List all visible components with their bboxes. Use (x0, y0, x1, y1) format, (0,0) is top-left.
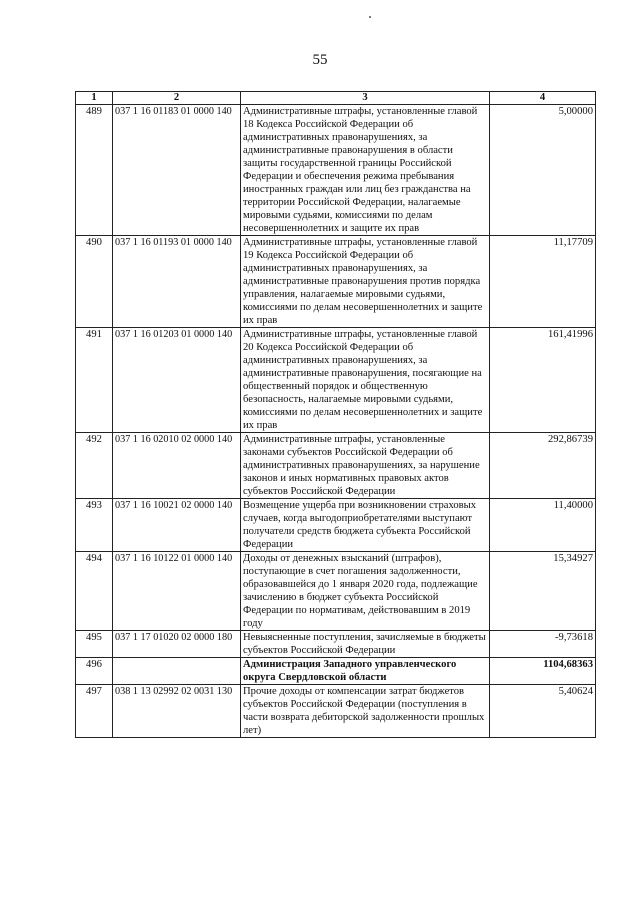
table-row (76, 658, 596, 685)
table-row (76, 433, 596, 499)
header-col-1: 1 (76, 92, 113, 105)
amount: 15,34927 (490, 552, 596, 631)
table-row (76, 105, 596, 236)
page-number: 55 (312, 52, 328, 68)
header-col-2: 2 (113, 92, 241, 105)
row-number: 497 (76, 685, 113, 738)
amount: 11,17709 (490, 236, 596, 328)
table-row (76, 685, 596, 738)
income-name: Администрация Западного управленческого округа Свердловской области (241, 658, 490, 685)
income-name: Невыясненные поступления, зачисляемые в бюджеты субъектов Российской Федерации (241, 631, 490, 658)
income-name: Административные штрафы, установленные главой 19 Кодекса Российской Федерации об административных правонарушениях, за административные правонарушения против порядка управления, налагаемые мировыми судьями, комиссиями по делам несовершеннолетних и защите их прав (241, 236, 490, 328)
budget-classification-code: 037 1 16 10122 01 0000 140 (113, 552, 241, 631)
income-name: Возмещение ущерба при возникновении страховых случаев, когда выгодоприобретателями выступают получатели средств бюджета субъекта Российской Федерации (241, 499, 490, 552)
table-row (76, 552, 596, 631)
budget-classification-code: 037 1 16 01183 01 0000 140 (113, 105, 241, 236)
income-name: Административные штрафы, установленные главой 20 Кодекса Российской Федерации об административных правонарушениях, за административные правонарушения, посягающие на общественный порядок и общественную безопасность, налагаемые мировыми судьями, комиссиями по делам несовершеннолетних и защите их прав (241, 328, 490, 433)
income-name: Административные штрафы, установленные главой 18 Кодекса Российской Федерации об административных правонарушениях, за административные правонарушения в области защиты государственной границы Российской Федерации и обеспечения режима пребывания иностранных граждан или лиц без гражданства на территории Российской Федерации, налагаемые мировыми судьями, комиссиями по делам несовершеннолетних и защите их прав (241, 105, 490, 236)
amount: 5,00000 (490, 105, 596, 236)
income-name: Административные штрафы, установленные законами субъектов Российской Федерации об административных правонарушениях, за нарушение законов и иных нормативных правовых актов субъектов Российской Федерации (241, 433, 490, 499)
amount: 1104,68363 (490, 658, 596, 685)
row-number: 490 (76, 236, 113, 328)
budget-income-table (75, 91, 596, 738)
amount: 292,86739 (490, 433, 596, 499)
income-name: Прочие доходы от компенсации затрат бюджетов субъектов Российской Федерации (поступления в части возврата дебиторской задолженности прошлых лет) (241, 685, 490, 738)
row-number: 491 (76, 328, 113, 433)
row-number: 489 (76, 105, 113, 236)
table-row (76, 499, 596, 552)
amount: 11,40000 (490, 499, 596, 552)
budget-classification-code (113, 658, 241, 685)
income-name: Доходы от денежных взысканий (штрафов), поступающие в счет погашения задолженности, образовавшейся до 1 января 2020 года, подлежащие зачислению в бюджет субъекта Российской Федерации по нормативам, действовавшим в 2019 году (241, 552, 490, 631)
budget-classification-code: 037 1 17 01020 02 0000 180 (113, 631, 241, 658)
header-col-3: 3 (241, 92, 490, 105)
header-col-4: 4 (490, 92, 596, 105)
table-row (76, 631, 596, 658)
budget-classification-code: 037 1 16 10021 02 0000 140 (113, 499, 241, 552)
row-number: 495 (76, 631, 113, 658)
budget-classification-code: 037 1 16 01203 01 0000 140 (113, 328, 241, 433)
budget-classification-code: 037 1 16 02010 02 0000 140 (113, 433, 241, 499)
row-number: 496 (76, 658, 113, 685)
table-row (76, 236, 596, 328)
table-row (76, 328, 596, 433)
row-number: 494 (76, 552, 113, 631)
table-header-row (76, 92, 596, 105)
budget-classification-code: 037 1 16 01193 01 0000 140 (113, 236, 241, 328)
scan-dot (369, 16, 371, 18)
amount: -9,73618 (490, 631, 596, 658)
amount: 161,41996 (490, 328, 596, 433)
row-number: 493 (76, 499, 113, 552)
row-number: 492 (76, 433, 113, 499)
amount: 5,40624 (490, 685, 596, 738)
budget-classification-code: 038 1 13 02992 02 0031 130 (113, 685, 241, 738)
